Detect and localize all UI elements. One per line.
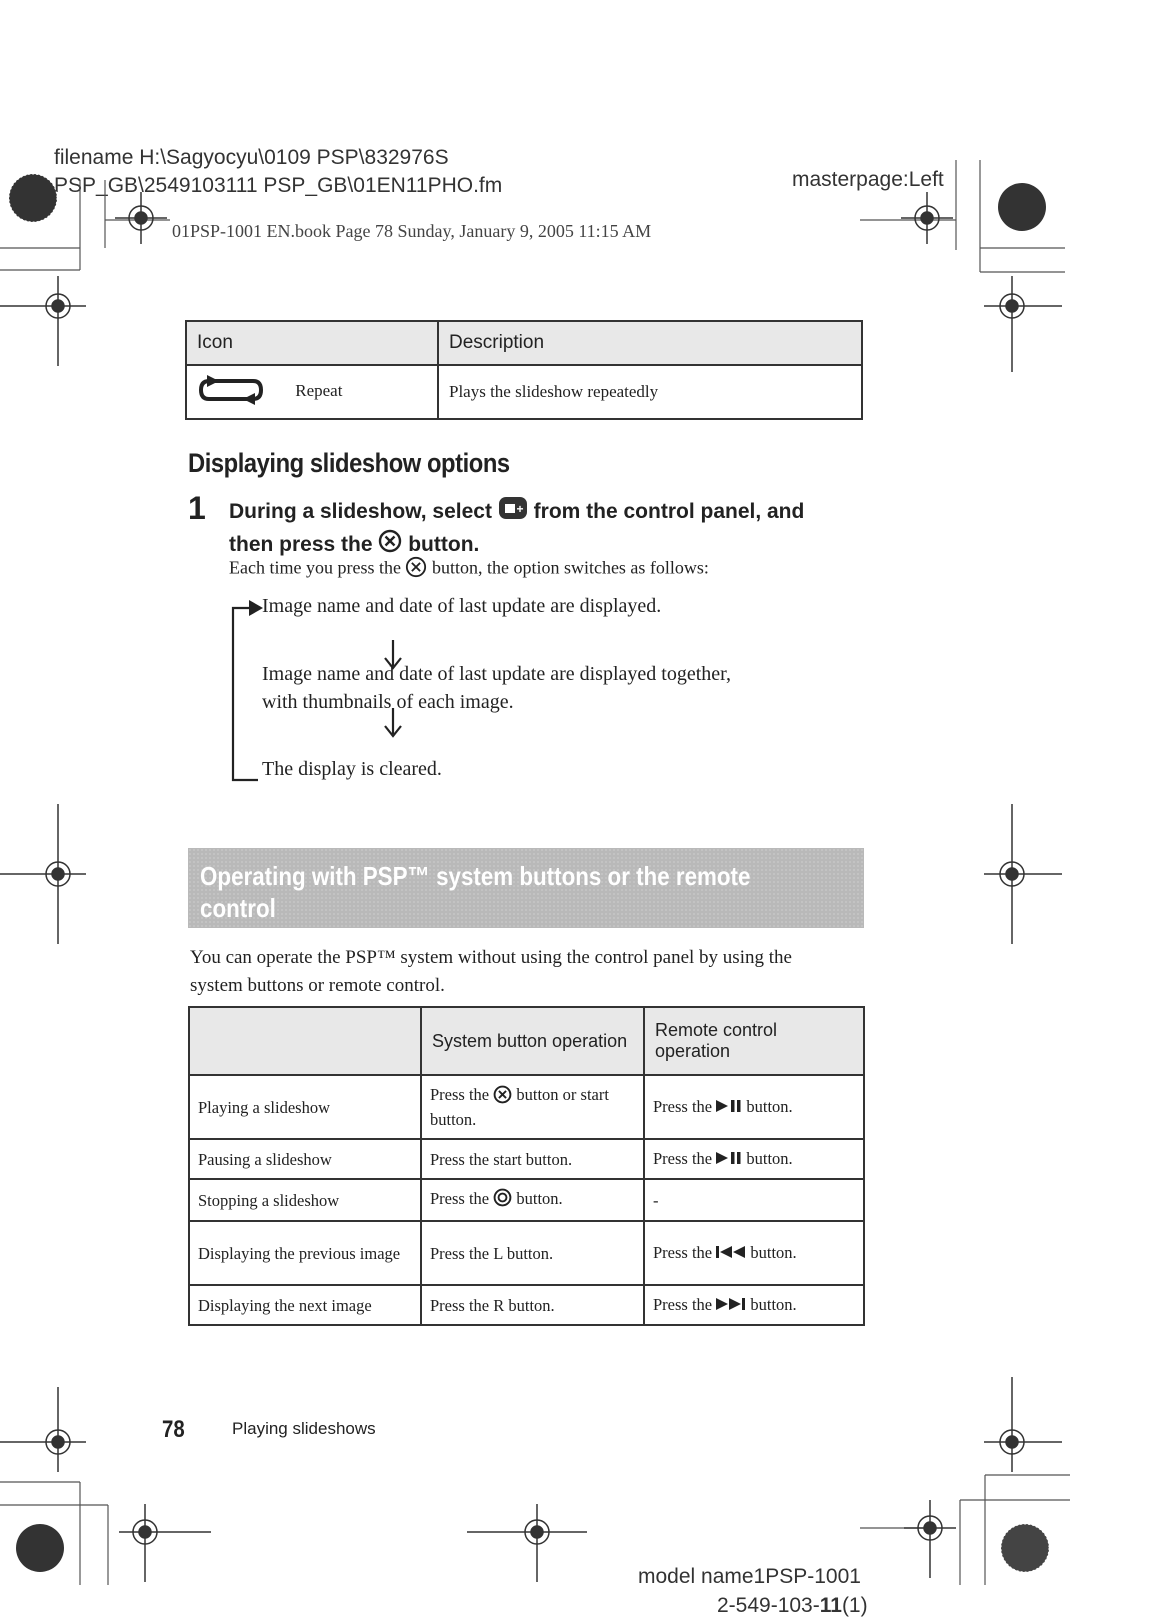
- action-cell: Displaying the previous image: [189, 1221, 421, 1285]
- book-info-line: 01PSP-1001 EN.book Page 78 Sunday, January 9, 2005 11:15 AM: [172, 221, 652, 241]
- cross-button-icon: [405, 556, 427, 583]
- table-row: [189, 1075, 864, 1139]
- masterpage-label: masterpage:Left: [792, 168, 944, 191]
- column-header-blank: [189, 1007, 421, 1075]
- remote-text-post: button.: [746, 1096, 793, 1116]
- step-instruction: [229, 496, 879, 562]
- step-text-part1: During a slideshow, select: [229, 500, 492, 524]
- intro-paragraph: [190, 944, 792, 1000]
- operations-table: [188, 1006, 865, 1326]
- flow-step-3: The display is cleared.: [262, 758, 442, 780]
- system-cell: Press the start button.: [421, 1139, 644, 1179]
- system-text-pre: Press the: [430, 1085, 490, 1105]
- table-row: [189, 1179, 864, 1221]
- model-name: model name1PSP-1001: [638, 1565, 861, 1588]
- remote-cell: [644, 1285, 864, 1325]
- model-code-bold: 11: [819, 1594, 842, 1617]
- icon-cell: [186, 365, 438, 419]
- repeat-label: Repeat: [295, 380, 343, 400]
- action-cell: Pausing a slideshow: [189, 1139, 421, 1179]
- step-text-part2: from the control panel, and: [533, 500, 805, 524]
- remote-cell: [644, 1221, 864, 1285]
- system-text-post: button.: [516, 1188, 563, 1208]
- column-header-system: System button operation: [421, 1007, 644, 1075]
- action-cell: Displaying the next image: [189, 1285, 421, 1325]
- action-cell: Playing a slideshow: [189, 1075, 421, 1139]
- table-row: [189, 1285, 864, 1325]
- model-code: [717, 1594, 868, 1618]
- step-text-part4: button.: [408, 533, 480, 557]
- circle-button-icon: [493, 1188, 512, 1212]
- remote-text-pre: Press the: [653, 1096, 713, 1116]
- remote-text-pre: Press the: [653, 1242, 713, 1262]
- repeat-icon: [197, 375, 265, 410]
- step-number: 1: [188, 490, 206, 526]
- remote-text-pre: Press the: [653, 1148, 713, 1168]
- system-cell: Press the L button.: [421, 1221, 644, 1285]
- action-cell: Stopping a slideshow: [189, 1179, 421, 1221]
- play-pause-icon: [716, 1097, 742, 1118]
- remote-text-post: button.: [746, 1148, 793, 1168]
- previous-icon: [716, 1243, 746, 1264]
- filename-line-1: filename H:\Sagyocyu\0109 PSP\832976S: [54, 146, 449, 169]
- flow-step-2-line2: with thumbnails of each image.: [262, 691, 514, 713]
- system-cell: [421, 1179, 644, 1221]
- step-note: [229, 556, 709, 583]
- model-code-prefix: 2-549-103-: [717, 1594, 820, 1617]
- remote-cell: [644, 1139, 864, 1179]
- play-pause-icon: [716, 1149, 742, 1170]
- options-icon: [498, 496, 528, 529]
- system-cell: Press the R button.: [421, 1285, 644, 1325]
- column-header-icon: Icon: [186, 321, 438, 365]
- remote-text-post: button.: [750, 1294, 797, 1314]
- flow-step-1: Image name and date of last update are displayed.: [262, 595, 662, 617]
- filename-line-2: PSP_GB\2549103111 PSP_GB\01EN11PHO.fm: [54, 174, 503, 197]
- running-footer-title: Playing slideshows: [232, 1419, 376, 1438]
- step-text-part3: then press the: [229, 533, 373, 557]
- flow-step-2-line1: Image name and date of last update are displayed together,: [262, 663, 732, 685]
- remote-text-post: button.: [750, 1242, 797, 1262]
- section-banner: [188, 848, 864, 928]
- remote-text-pre: Press the: [653, 1294, 713, 1314]
- intro-line1: You can operate the PSP™ system without using the control panel by using the: [190, 947, 792, 968]
- table-row: [189, 1221, 864, 1285]
- model-code-suffix: (1): [841, 1594, 868, 1617]
- system-text-pre: Press the: [430, 1188, 490, 1208]
- icon-description-table: [185, 320, 863, 420]
- next-icon: [716, 1295, 746, 1316]
- note-part2: button, the option switches as follows:: [431, 557, 709, 578]
- cross-button-icon: [493, 1085, 512, 1109]
- column-header-remote: Remote control operation: [644, 1007, 864, 1075]
- system-text-post: button or start button.: [430, 1085, 609, 1129]
- intro-line2: system buttons or remote control.: [190, 975, 445, 996]
- banner-title-line2: control: [200, 893, 276, 923]
- remote-cell: [644, 1075, 864, 1139]
- repeat-description: Plays the slideshow repeatedly: [438, 365, 862, 419]
- remote-cell: -: [644, 1179, 864, 1221]
- section-heading: Displaying slideshow options: [188, 448, 510, 478]
- column-header-description: Description: [438, 321, 862, 365]
- svg-text:+: +: [516, 502, 524, 516]
- system-cell: [421, 1075, 644, 1139]
- page-number: 78: [162, 1416, 185, 1443]
- banner-title-line1: Operating with PSP™ system buttons or the remote: [200, 861, 751, 891]
- table-row: [189, 1139, 864, 1179]
- note-part1: Each time you press the: [229, 557, 401, 578]
- table-row: [186, 365, 862, 419]
